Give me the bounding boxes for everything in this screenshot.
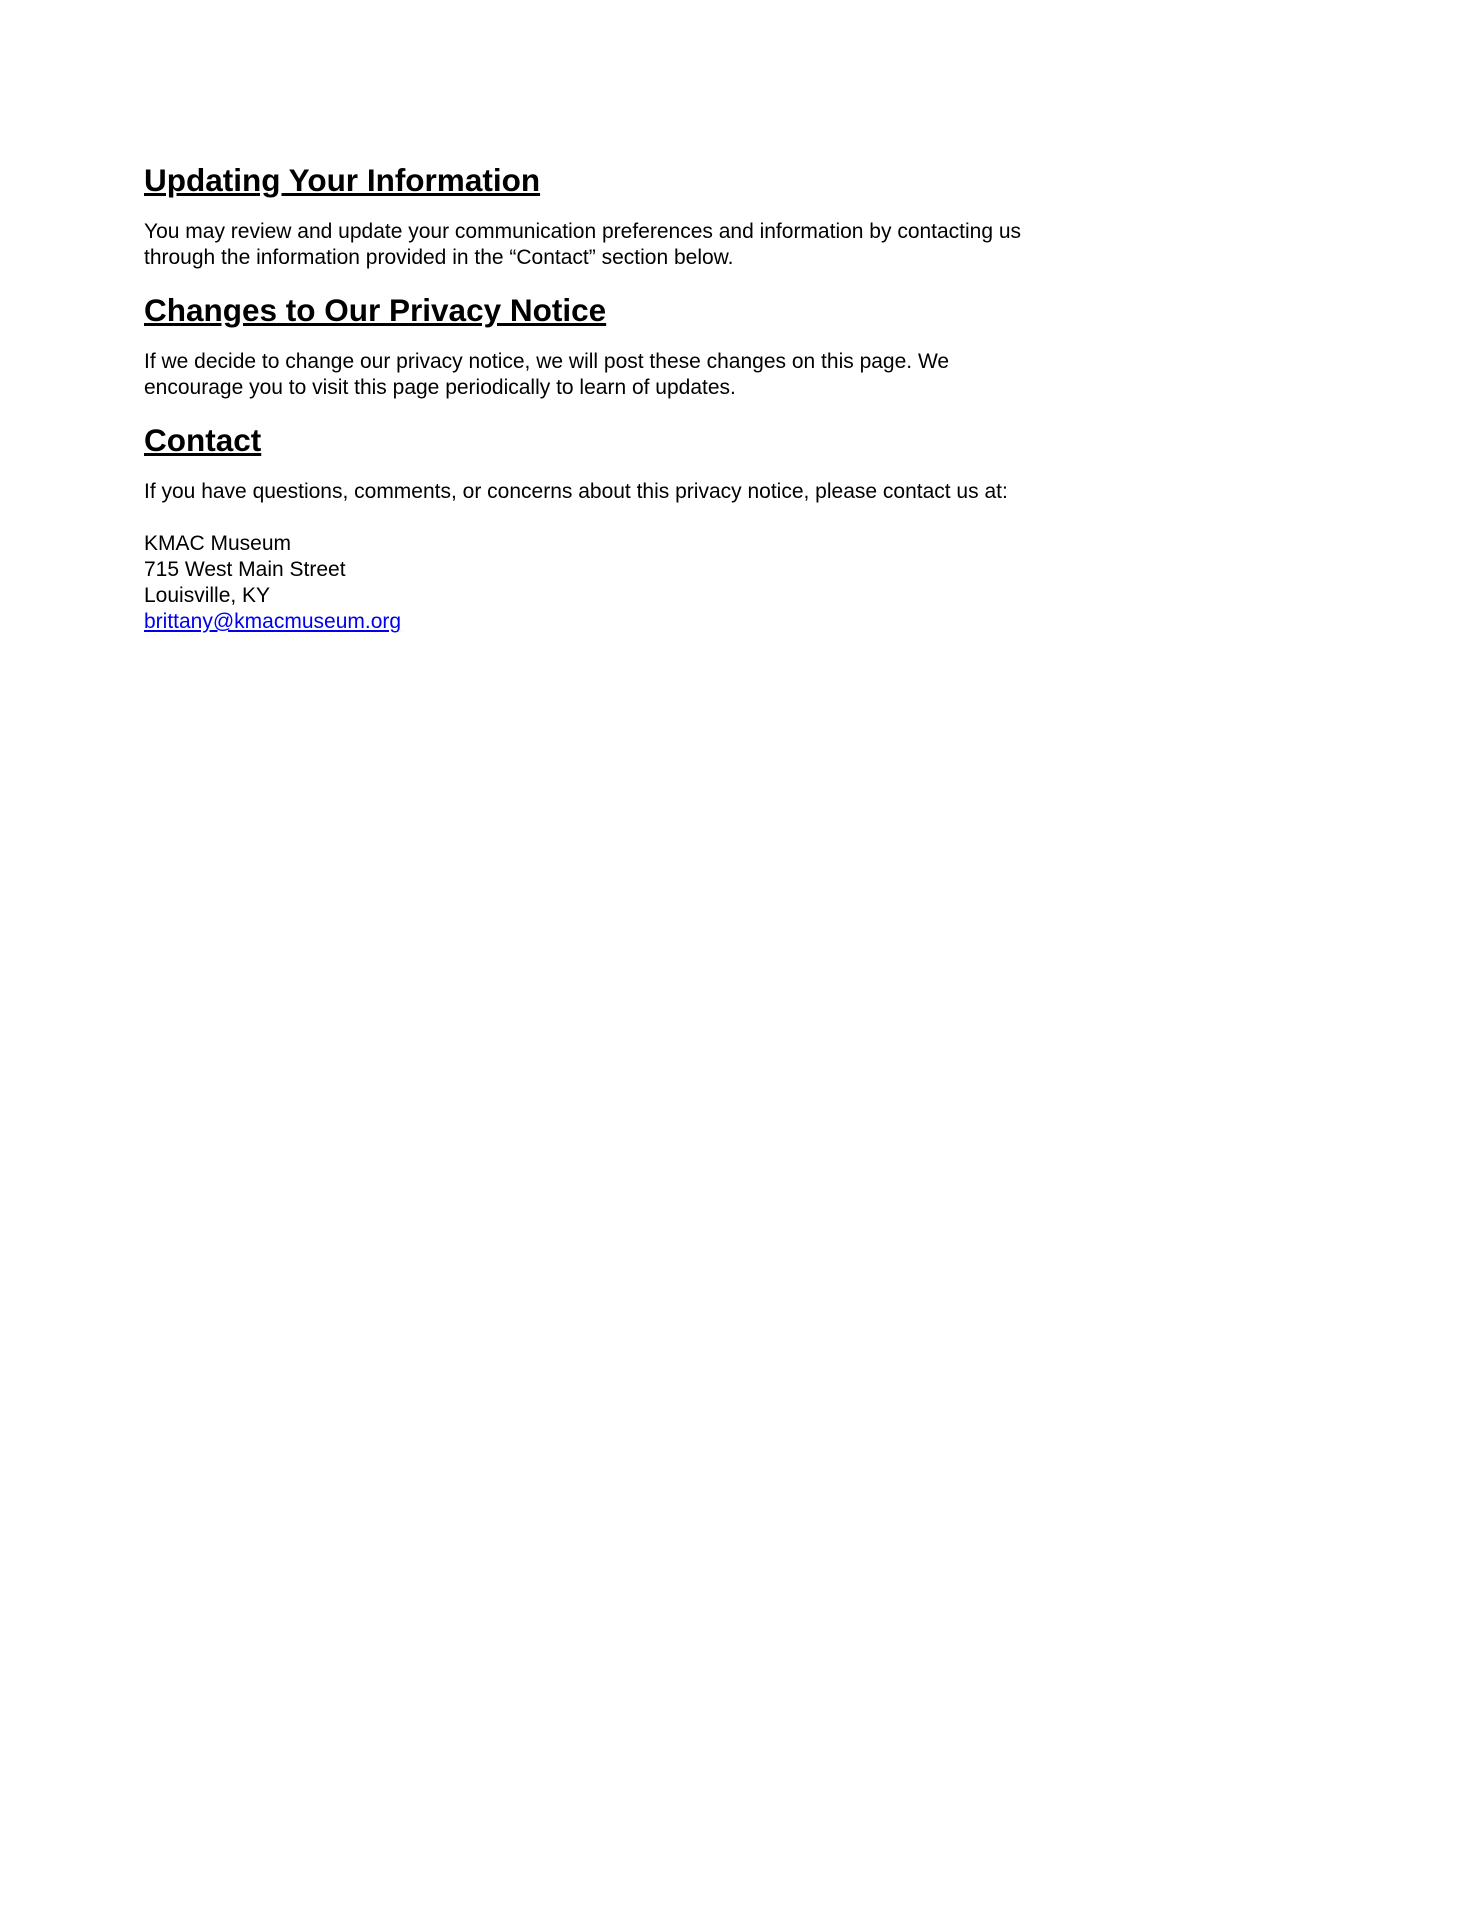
section-heading-updating-your-information: Updating Your Information [144,162,541,198]
section-heading-contact: Contact [144,422,262,458]
paragraph-changes-notice [144,349,1344,401]
email-line [144,609,1344,635]
paragraph-line: If you have questions, comments, or concerns about this privacy notice, please contact us at: [144,480,1008,503]
paragraph-line: You may review and update your communication preferences and information by contacting us [144,220,1022,243]
paragraph-contact-intro [144,479,1344,505]
organization-name: KMAC Museum [144,532,292,555]
paragraph-line: through the information provided in the “Contact” section below. [144,246,734,269]
paragraph-updating-info [144,219,1344,271]
contact-address-block [144,531,1344,635]
paragraph-line: If we decide to change our privacy notice, we will post these changes on this page. We [144,350,950,373]
city-state: Louisville, KY [144,584,271,607]
street-address: 715 West Main Street [144,558,346,581]
paragraph-line: encourage you to visit this page periodically to learn of updates. [144,376,736,399]
section-heading-changes-to-privacy-notice: Changes to Our Privacy Notice [144,292,607,328]
email-link[interactable]: brittany@kmacmuseum.org [144,610,402,633]
